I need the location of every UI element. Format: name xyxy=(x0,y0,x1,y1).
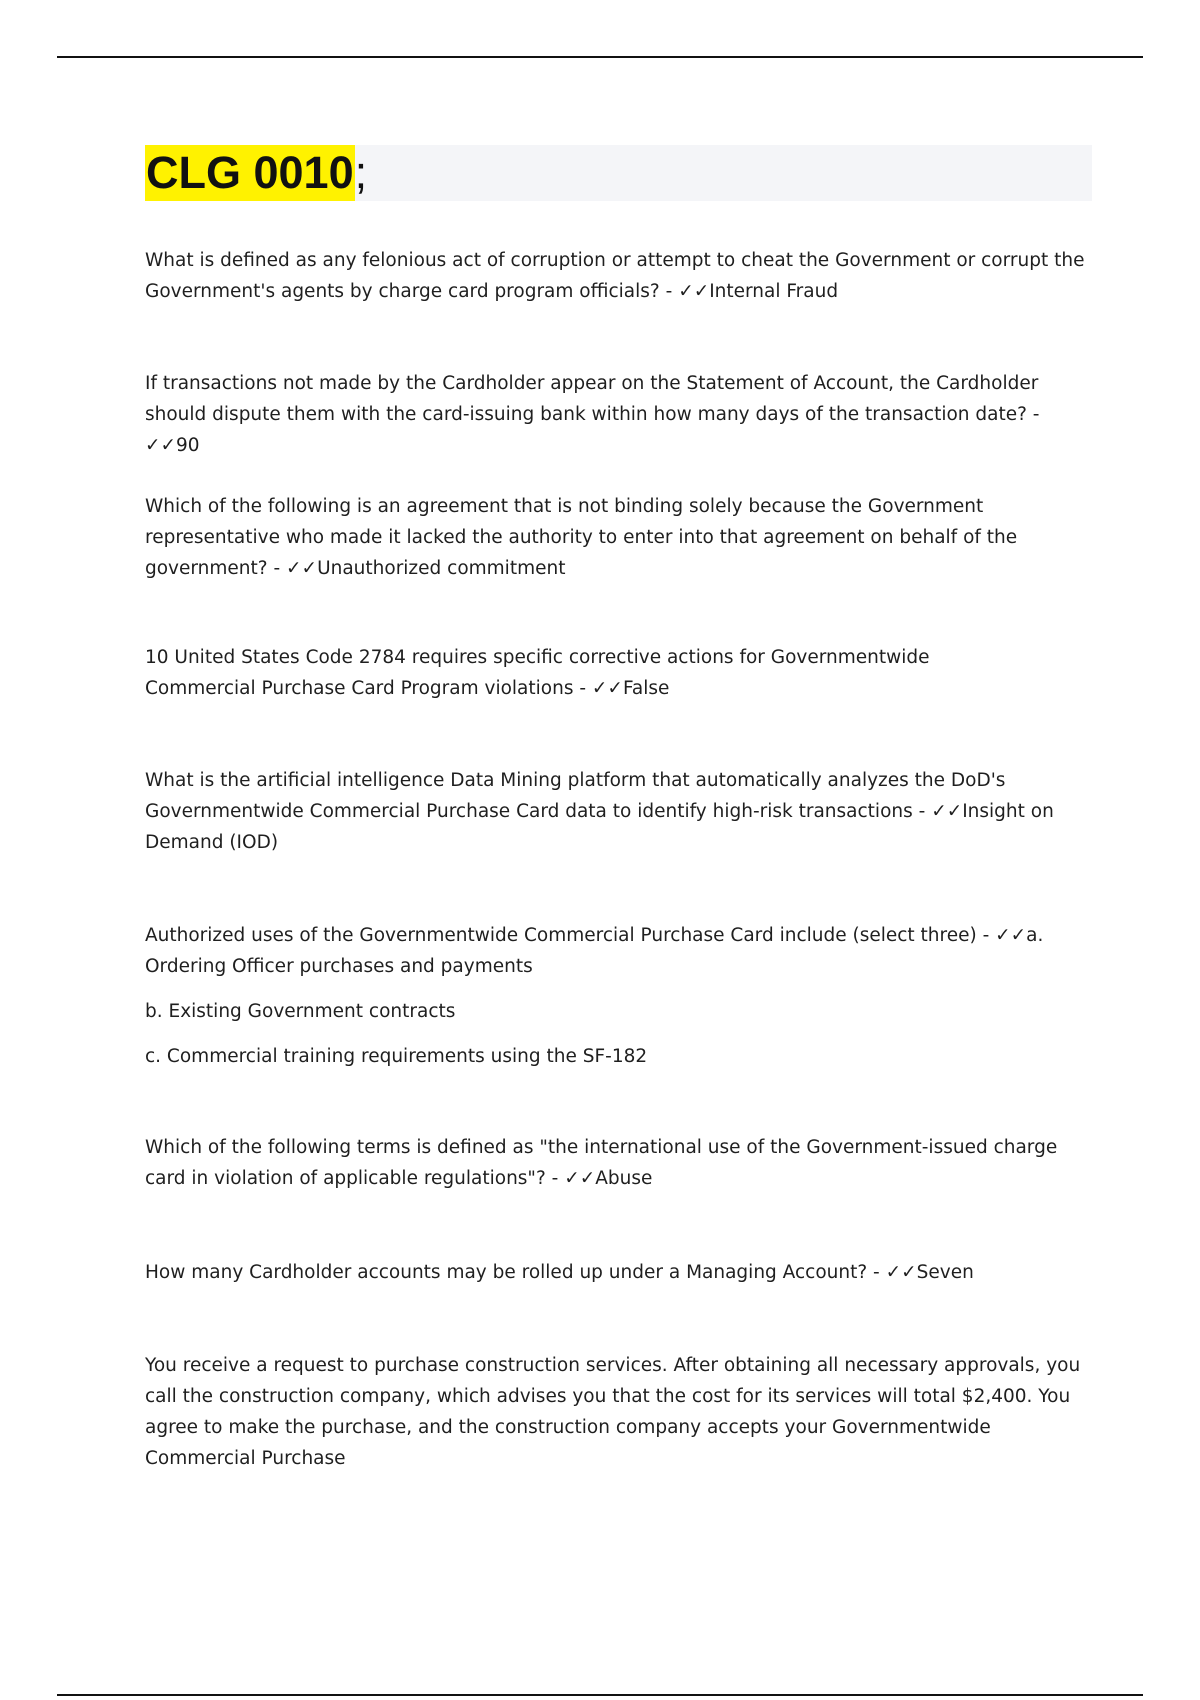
qa-item-4 xyxy=(145,642,1045,704)
answer: Insight on Demand (IOD) xyxy=(145,801,1054,853)
question: 10 United States Code 2784 requires specific corrective actions for Governmentwide Commercial Purchase Card Program violations - xyxy=(145,647,930,699)
check-icon: ✓✓ xyxy=(885,1262,917,1283)
qa-item-9 xyxy=(145,1350,1090,1474)
question: You receive a request to purchase construction services. After obtaining all necessary approvals, you call the construction company, which advises you that the cost for its services will total $2,400. You agree to make the purchase, and the construction company accepts your Governmentwide Commercial Purchase xyxy=(145,1355,1081,1469)
check-icon: ✓✓ xyxy=(678,281,710,302)
title-highlight: CLG 0010 xyxy=(145,145,355,201)
qa-item-7 xyxy=(145,1132,1090,1194)
qa-text xyxy=(145,491,1025,584)
question: What is defined as any felonious act of corruption or attempt to cheat the Government or corrupt the Government's agents by charge card program officials? - xyxy=(145,250,1085,302)
check-icon: ✓✓ xyxy=(591,678,623,699)
answer: Internal Fraud xyxy=(709,281,839,302)
qa-text xyxy=(145,765,1075,858)
qa-text xyxy=(145,920,1060,982)
title-suffix: ; xyxy=(354,147,368,198)
top-rule xyxy=(57,56,1143,58)
qa-text xyxy=(145,1350,1090,1474)
qa-item-1 xyxy=(145,245,1090,307)
answer: Seven xyxy=(916,1262,974,1283)
check-icon: ✓✓ xyxy=(995,925,1027,946)
answer: False xyxy=(622,678,670,699)
qa-text xyxy=(145,368,1090,461)
answer: a. Ordering Officer purchases and payments xyxy=(145,925,1044,977)
check-icon: ✓✓ xyxy=(931,801,963,822)
answer-option-b: b. Existing Government contracts xyxy=(145,1001,456,1022)
qa-item-5 xyxy=(145,765,1075,858)
check-icon: ✓✓ xyxy=(286,558,318,579)
qa-item-3 xyxy=(145,491,1025,584)
question: What is the artificial intelligence Data Mining platform that automatically analyzes the DoD's Governmentwide Commercial Purchase Card data to identify high-risk transactions - xyxy=(145,770,1006,822)
question: Which of the following terms is defined as "the international use of the Government-issued charge card in violation of applicable regulations"? - xyxy=(145,1137,1058,1189)
check-icon: ✓✓ xyxy=(564,1168,596,1189)
page-title xyxy=(145,145,367,201)
qa-item-6 xyxy=(145,920,1060,1072)
qa-text xyxy=(145,642,1045,704)
answer-option-c: c. Commercial training requirements using the SF-182 xyxy=(145,1046,648,1067)
answer: Abuse xyxy=(595,1168,653,1189)
answer: 90 xyxy=(176,435,200,456)
qa-item-2 xyxy=(145,368,1090,461)
qa-text xyxy=(145,1257,1090,1288)
question: If transactions not made by the Cardholder appear on the Statement of Account, the Cardholder should dispute them with the card-issuing bank within how many days of the transaction date? - xyxy=(145,373,1040,425)
qa-item-8 xyxy=(145,1257,1090,1288)
qa-text xyxy=(145,1132,1090,1194)
check-icon: ✓✓ xyxy=(145,435,177,456)
question: How many Cardholder accounts may be rolled up under a Managing Account? - xyxy=(145,1262,886,1283)
question: Authorized uses of the Governmentwide Commercial Purchase Card include (select three) - xyxy=(145,925,996,946)
answer: Unauthorized commitment xyxy=(317,558,566,579)
question: Which of the following is an agreement that is not binding solely because the Government representative who made it lacked the authority to enter into that agreement on behalf of the government? - xyxy=(145,496,1018,579)
qa-text xyxy=(145,245,1090,307)
bottom-rule xyxy=(57,1694,1143,1696)
